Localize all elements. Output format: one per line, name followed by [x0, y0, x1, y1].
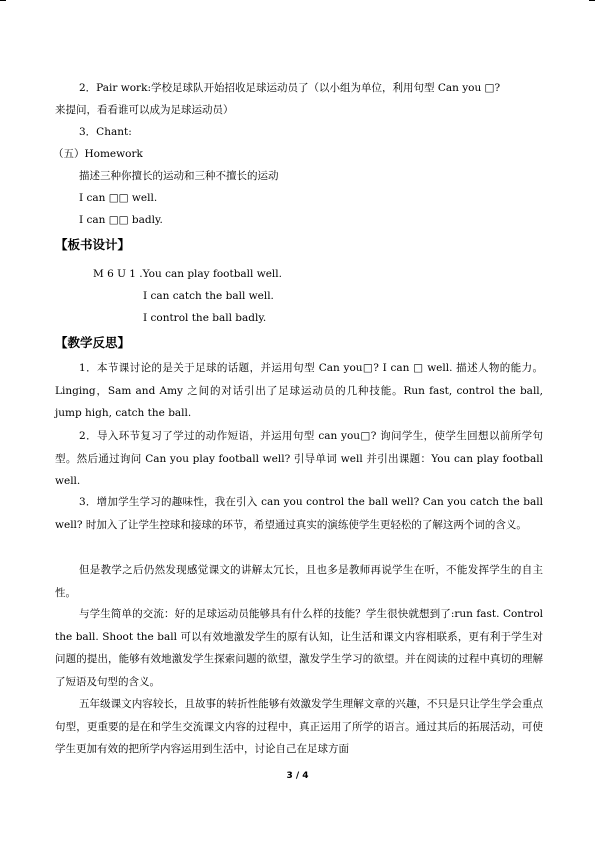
reflection-paragraph-5: 与学生简单的交流：好的足球运动员能够具有什么样的技能？学生很快就想到了:run fast. Control the ball. Shoot the ball 可以有效地激发学生的原有认知，让生活和课文内容相联系，更有利于学生对问题的提出，能够有效地激发学生探索问题的欲望，激发学生学习的欲望。并在阅读的过程中真切的理解了短语及句型的含义。 — [55, 608, 543, 688]
page-number: 3 / 4 — [286, 771, 309, 781]
homework-example-2: I can □□ badly. — [79, 214, 163, 226]
board-line-3: I control the ball badly. — [143, 312, 267, 324]
homework-example-1: I can □□ well. — [79, 192, 158, 204]
reflection-paragraph-2: 2．导入环节复习了学过的动作短语，并运用句型 can you□? 询问学生，使学生回想以前所学句型。然后通过询问 Can you play football well? 引导单词 well 并引出课题：You can play football well. — [55, 430, 543, 487]
pair-work-line-cont: 来提问，看看谁可以成为足球运动员） — [55, 104, 234, 116]
page-corner-mark-left — [0, 0, 6, 1]
reflection-paragraph-1: 1．本节课讨论的是关于足球的话题，并运用句型 Can you□? I can □ well. 描述人物的能力。Linging，Sam and Amy 之间的对话引出了足球运动员的几种技能。Run fast, control the ball, jump high, catch the ball. — [55, 362, 543, 419]
reflection-heading: 【教学反思】 — [55, 335, 131, 350]
homework-task: 描述三种你擅长的运动和三种不擅长的运动 — [79, 170, 279, 182]
homework-heading: （五）Homework — [53, 148, 143, 160]
board-line-1: M 6 U 1 .You can play football well. — [93, 268, 282, 280]
board-design-heading: 【板书设计】 — [55, 237, 131, 252]
reflection-paragraph-4: 但是教学之后仍然发现感觉课文的讲解太冗长，且也多是教师再说学生在听，不能发挥学生的自主性。 — [55, 564, 543, 599]
page-corner-mark-right — [589, 0, 595, 1]
reflection-paragraph-6: 五年级课文内容较长，且故事的转折性能够有效激发学生理解文章的兴趣，不只是只让学生学会重点句型，更重要的是在和学生交流课文内容的过程中，真正运用了所学的语言。通过其后的拓展活动，可使学生更加有效的把所学内容运用到生活中，讨论自己在足球方面 — [55, 698, 543, 755]
reflection-paragraph-3: 3．增加学生学习的趣味性，我在引入 can you control the ball well? Can you catch the ball well? 时加入了让学生控球和接球的环节，希望通过真实的演练使学生更轻松的了解这两个词的含义。 — [55, 496, 543, 531]
pair-work-line: 2．Pair work:学校足球队开始招收足球运动员了（以小组为单位，利用句型 Can you □? — [79, 82, 501, 94]
chant-line: 3．Chant: — [79, 126, 132, 138]
board-line-2: I can catch the ball well. — [143, 290, 274, 302]
